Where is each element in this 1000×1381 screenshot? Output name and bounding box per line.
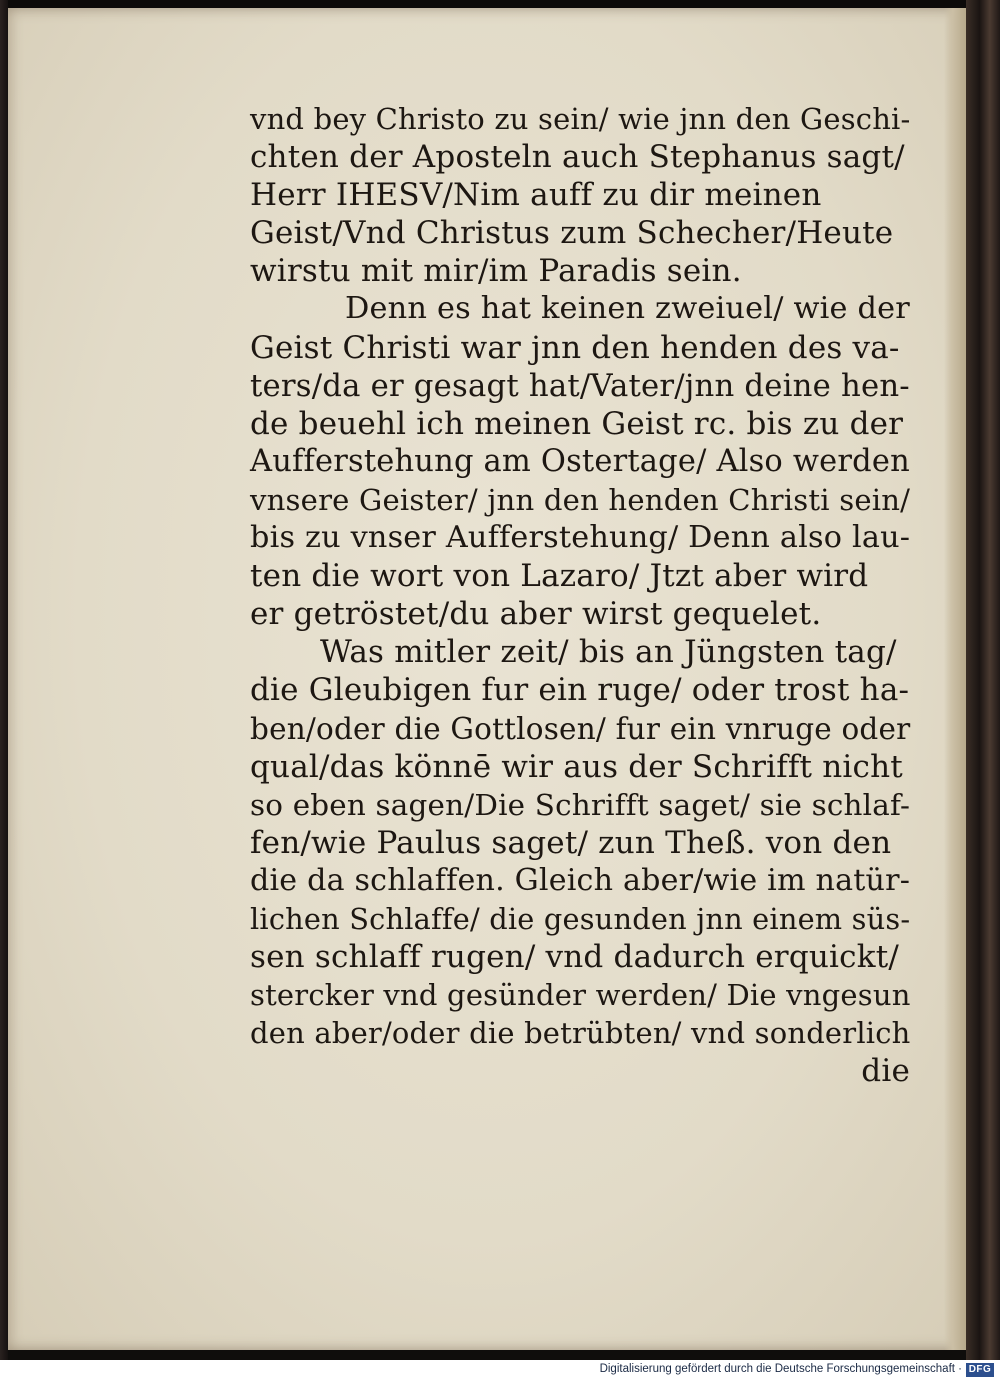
text-line: Denn es hat keinen zweiuel/ wie der	[345, 291, 910, 327]
text-line: Was mitler zeit/ bis an Jüngsten tag/	[320, 634, 897, 671]
text-line: die da schlaffen. Gleich aber/wie im natür-	[250, 862, 911, 898]
text-line: die Gleubigen fur ein ruge/ oder trost ha-	[250, 672, 910, 709]
dfg-logo-icon: DFG	[966, 1363, 994, 1377]
text-line: ben/oder die Gottlosen/ fur ein vnruge oder	[250, 711, 911, 746]
text-line: de beuehl ich meinen Geist rc. bis zu der	[250, 405, 904, 442]
text-line: vnsere Geister/ jnn den henden Christi sein/	[250, 482, 911, 517]
binding-left	[0, 0, 8, 1360]
text-line: Geist Christi war jnn den henden des va-	[250, 329, 900, 366]
binding-right	[966, 0, 1000, 1360]
binding-top	[0, 0, 1000, 8]
text-line: chten der Aposteln auch Stephanus sagt/	[250, 139, 905, 176]
text-line: sen schlaff rugen/ vnd dadurch erquickt/	[250, 939, 899, 976]
text-line: lichen Schlaffe/ die gesunden jnn einem süs-	[250, 901, 911, 936]
text-line: wirstu mit mir/im Paradis sein.	[250, 253, 742, 290]
text-line: ten die wort von Lazaro/ Jtzt aber wird	[250, 558, 869, 595]
text-line: vnd bey Christo zu sein/ wie jnn den Geschi-	[250, 102, 911, 136]
text-line: ters/da er gesagt hat/Vater/jnn deine hen-	[250, 367, 910, 404]
text-line: bis zu vnser Aufferstehung/ Denn also lau-	[250, 520, 911, 556]
text-line: qual/das könnē wir aus der Schrifft nicht	[250, 748, 903, 785]
text-line: stercker vnd gesünder werden/ Die vngesun	[250, 978, 911, 1013]
text-line: Aufferstehung am Ostertage/ Also werden	[250, 443, 910, 479]
text-line: er getröstet/du aber wirst gequelet.	[250, 596, 822, 633]
funding-credit: Digitalisierung gefördert durch die Deutsche Forschungsgemeinschaft ·	[599, 1363, 962, 1375]
text-line: so eben sagen/Die Schrifft saget/ sie schlaf-	[250, 787, 911, 822]
text-line: Herr IHESV/Nim auff zu dir meinen	[250, 177, 822, 214]
footer-bar	[0, 1360, 1000, 1381]
page-text	[250, 100, 910, 1090]
text-line: Geist/Vnd Christus zum Schecher/Heute	[250, 215, 894, 252]
page-edge-shadow	[944, 8, 966, 1350]
text-line: fen/wie Paulus saget/ zun Theß. von den	[250, 824, 892, 861]
catchword: die	[861, 1053, 910, 1090]
text-line: den aber/oder die betrübten/ vnd sonderlich	[250, 1016, 911, 1051]
